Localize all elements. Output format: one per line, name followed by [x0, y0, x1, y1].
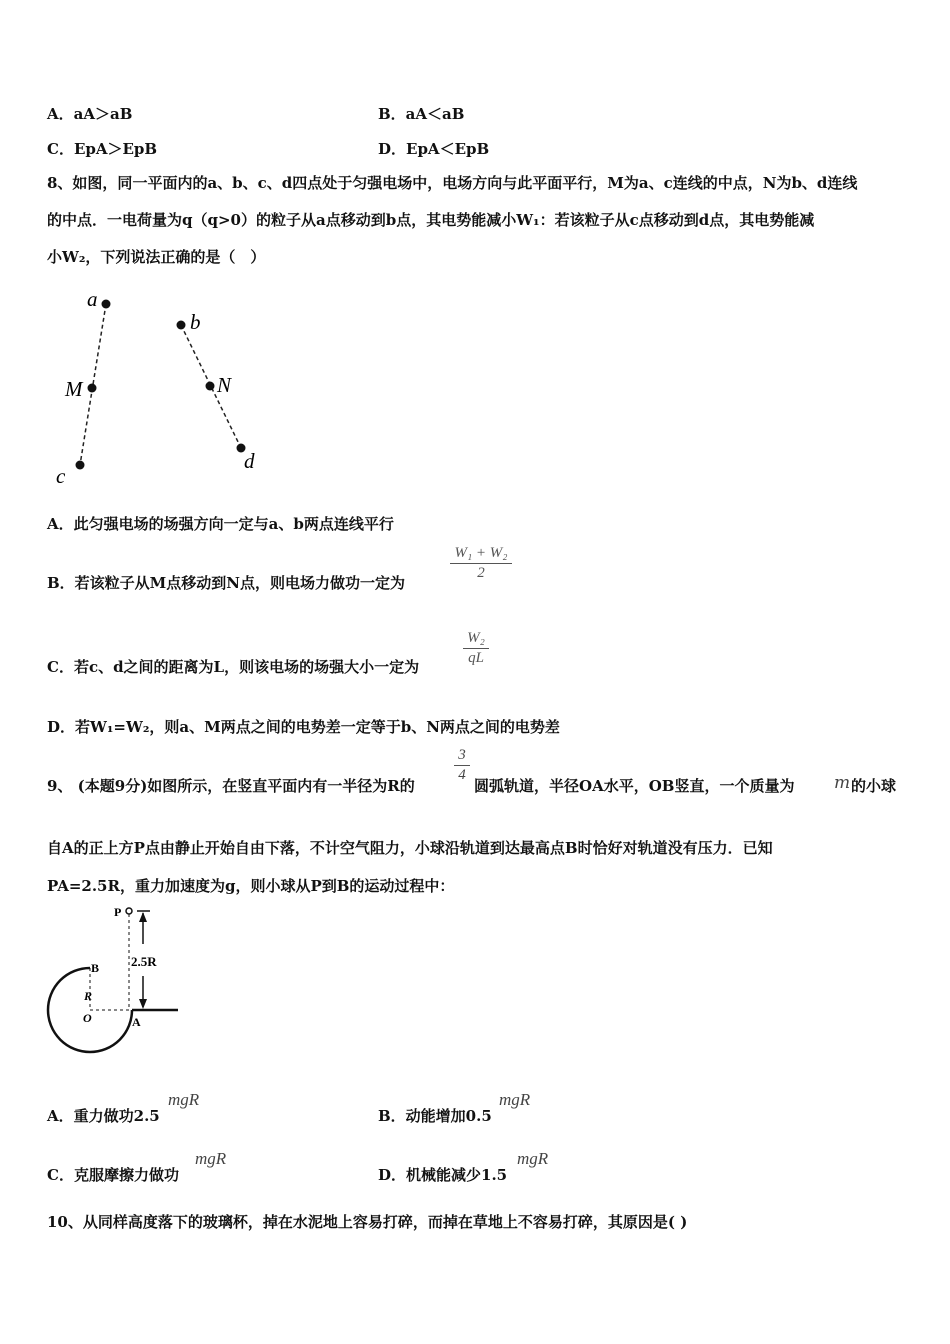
- label-a: A: [132, 1015, 141, 1029]
- q9-three-quarter-fraction: [454, 747, 470, 784]
- q7-option-a: A．aA＞aB: [47, 105, 133, 123]
- q9-option-b: B．动能增加0.5: [378, 1107, 492, 1125]
- label-r: R: [84, 989, 93, 1003]
- q9-figure: [40, 900, 190, 1060]
- q8-option-a: A．此匀强电场的场强方向一定与a、b两点连线平行: [47, 515, 394, 533]
- label-a: a: [87, 287, 98, 311]
- point-n: [206, 382, 215, 391]
- q9-stem-line2: 自A的正上方P点由静止开始自由下落，不计空气阻力，小球沿轨道到达最高点B时恰好对轨道没有压力．已知: [47, 839, 773, 857]
- fraction-denominator: 4: [458, 767, 466, 783]
- q9-option-a-mgr: mgR: [168, 1090, 200, 1109]
- q9-stem-line1-a: 9、 (本题9分)如图所示，在竖直平面内有一半径为R的: [47, 777, 415, 795]
- q9-stem-line3: PA=2.5R，重力加速度为g，则小球从P到B的运动过程中：: [47, 877, 455, 895]
- q9-mass-symbol: m: [834, 773, 851, 793]
- q8-option-b-fraction: [450, 545, 512, 582]
- arrow-up-head: [139, 912, 147, 922]
- fraction-denominator: qL: [468, 650, 484, 666]
- point-b: [177, 321, 186, 330]
- fraction-numerator: W₁ + W₂: [454, 545, 508, 561]
- q7-option-b: B．aA＜aB: [378, 105, 465, 123]
- q8-option-c: C．若c、d之间的距离为L，则该电场的场强大小一定为: [47, 658, 420, 676]
- label-b: b: [190, 310, 201, 334]
- label-m: M: [65, 377, 83, 401]
- q7-option-c: C．EpA＞EpB: [47, 140, 158, 158]
- label-b: B: [91, 961, 100, 975]
- label-distance: 2.5R: [131, 954, 157, 969]
- q8-stem-line2: 的中点．一电荷量为q（q>0）的粒子从a点移动到b点，其电势能减小W₁：若该粒子从c点移动到d点，其电势能减: [47, 211, 815, 229]
- fraction-numerator: W₂: [467, 630, 485, 646]
- q9-option-d-mgr: mgR: [517, 1149, 549, 1168]
- q9-option-c: C．克服摩擦力做功: [47, 1166, 179, 1184]
- point-p: [126, 908, 132, 914]
- q8-option-d: D．若W₁=W₂，则a、M两点之间的电势差一定等于b、N两点之间的电势差: [47, 718, 560, 736]
- q8-stem-line1: 8、如图，同一平面内的a、b、c、d四点处于匀强电场中，电场方向与此平面平行，M为a、c连线的中点，N为b、d连线: [47, 174, 858, 192]
- q9-option-a: A．重力做功2.5: [47, 1107, 160, 1125]
- fraction-numerator: 3: [458, 747, 466, 763]
- label-o: O: [83, 1011, 92, 1025]
- q8-option-c-fraction: [463, 630, 489, 667]
- label-c: c: [56, 464, 66, 488]
- q9-stem-line1-b: 圆弧轨道，半径OA水平，OB竖直，一个质量为: [474, 777, 795, 795]
- q8-option-b: B．若该粒子从M点移动到N点，则电场力做功一定为: [47, 574, 405, 592]
- arrow-down-head: [139, 999, 147, 1009]
- q9-option-d: D．机械能减少1.5: [378, 1166, 508, 1184]
- point-c: [76, 461, 85, 470]
- label-p: P: [114, 905, 122, 919]
- point-a: [102, 300, 111, 309]
- q8-stem-line3: 小W₂，下列说法正确的是（ ）: [47, 248, 266, 266]
- q9-option-c-mgr: mgR: [195, 1149, 227, 1168]
- q10-stem: 10、从同样高度落下的玻璃杯，掉在水泥地上容易打碎，而掉在草地上不容易打碎，其原因是( ): [47, 1213, 688, 1231]
- q8-figure: [45, 282, 275, 492]
- label-d: d: [244, 449, 255, 473]
- q7-option-d: D．EpA＜EpB: [378, 140, 490, 158]
- label-n: N: [217, 373, 232, 397]
- fraction-denominator: 2: [477, 565, 485, 581]
- q9-option-b-mgr: mgR: [499, 1090, 531, 1109]
- q9-stem-line1-c: 的小球: [851, 777, 897, 795]
- point-m: [88, 384, 97, 393]
